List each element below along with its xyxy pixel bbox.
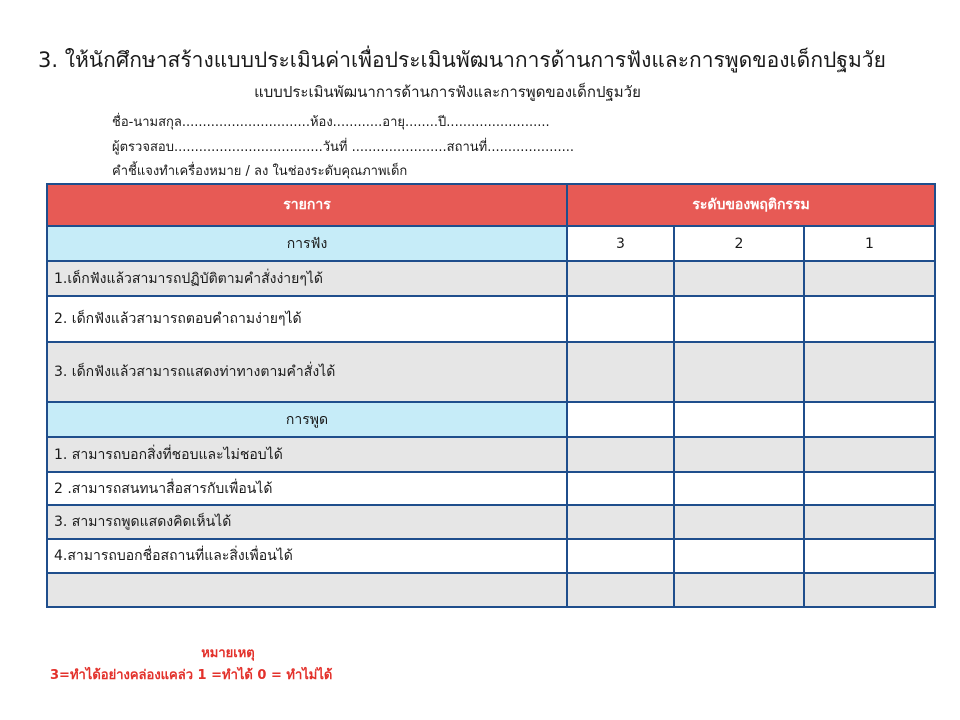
level-2-header: 2 bbox=[674, 226, 804, 261]
form-title: แบบประเมินพัฒนาการด้านการฟังและการพูดของเด็กปฐมวัย bbox=[254, 83, 641, 101]
rating-cell[interactable] bbox=[567, 261, 674, 296]
rating-cell[interactable] bbox=[567, 402, 674, 437]
rating-cell[interactable] bbox=[674, 261, 804, 296]
rating-cell[interactable] bbox=[804, 573, 935, 607]
rating-cell[interactable] bbox=[804, 472, 935, 505]
instruction-line: คำชี้แจงทำเครื่องหมาย / ลง ในช่องระดับคุณภาพเด็ก bbox=[112, 164, 408, 179]
rating-cell[interactable] bbox=[674, 472, 804, 505]
listening-section-row bbox=[47, 226, 935, 261]
table-row bbox=[47, 342, 935, 402]
table-header-row bbox=[47, 184, 935, 226]
empty-item-cell bbox=[47, 573, 567, 607]
table-row bbox=[47, 261, 935, 296]
rating-cell[interactable] bbox=[804, 261, 935, 296]
items-column-header: รายการ bbox=[47, 184, 567, 226]
rating-cell[interactable] bbox=[674, 402, 804, 437]
table-row bbox=[47, 539, 935, 573]
rating-cell[interactable] bbox=[804, 296, 935, 342]
rating-cell[interactable] bbox=[674, 437, 804, 472]
table-row bbox=[47, 573, 935, 607]
listening-item-3: 3. เด็กฟังแล้วสามารถแสดงท่าทางตามคำสั่งได้ bbox=[47, 342, 567, 402]
note-text: 3=ทำได้อย่างคล่องแคล่ว 1 =ทำได้ 0 = ทำไม่ได้ bbox=[50, 668, 333, 683]
level-1-header: 1 bbox=[804, 226, 935, 261]
listening-item-1: 1.เด็กฟังแล้วสามารถปฏิบัติตามคำสั่งง่ายๆได้ bbox=[47, 261, 567, 296]
rating-cell[interactable] bbox=[674, 505, 804, 539]
section-title-speaking: การพูด bbox=[47, 402, 567, 437]
rating-cell[interactable] bbox=[567, 573, 674, 607]
rating-cell[interactable] bbox=[804, 342, 935, 402]
table-row bbox=[47, 472, 935, 505]
rating-cell[interactable] bbox=[567, 472, 674, 505]
listening-item-2: 2. เด็กฟังแล้วสามารถตอบคำถามง่ายๆได้ bbox=[47, 296, 567, 342]
rating-cell[interactable] bbox=[674, 539, 804, 573]
rating-cell[interactable] bbox=[567, 505, 674, 539]
examiner-info-line: ผู้ตรวจสอบ....................................วันที่ .......................สถานที่..................... bbox=[112, 140, 574, 155]
rating-cell[interactable] bbox=[674, 342, 804, 402]
note-title: หมายเหตุ bbox=[201, 646, 255, 661]
student-info-line: ชื่อ-นามสกุล...............................ห้อง............อายุ........ปี......................... bbox=[112, 115, 550, 130]
section-title-listening: การฟัง bbox=[47, 226, 567, 261]
speaking-section-row bbox=[47, 402, 935, 437]
rating-cell[interactable] bbox=[804, 505, 935, 539]
speaking-item-1: 1. สามารถบอกสิ่งที่ชอบและไม่ชอบได้ bbox=[47, 437, 567, 472]
evaluation-table bbox=[46, 183, 936, 608]
rating-cell[interactable] bbox=[804, 539, 935, 573]
speaking-item-3: 3. สามารถพูดแสดงคิดเห็นได้ bbox=[47, 505, 567, 539]
rating-cell[interactable] bbox=[804, 437, 935, 472]
level-3-header: 3 bbox=[567, 226, 674, 261]
rating-cell[interactable] bbox=[674, 573, 804, 607]
rating-cell[interactable] bbox=[567, 296, 674, 342]
rating-cell[interactable] bbox=[567, 342, 674, 402]
rating-cell[interactable] bbox=[567, 539, 674, 573]
table-row bbox=[47, 296, 935, 342]
rating-cell[interactable] bbox=[804, 402, 935, 437]
speaking-item-4: 4.สามารถบอกชื่อสถานที่และสิ่งเพื่อนได้ bbox=[47, 539, 567, 573]
page-heading: 3. ให้นักศึกษาสร้างแบบประเมินค่าเพื่อประเมินพัฒนาการด้านการฟังและการพูดของเด็กปฐมวัย bbox=[38, 48, 886, 72]
speaking-item-2: 2 .สามารถสนทนาสื่อสารกับเพื่อนได้ bbox=[47, 472, 567, 505]
rating-cell[interactable] bbox=[674, 296, 804, 342]
rating-cell[interactable] bbox=[567, 437, 674, 472]
table-row bbox=[47, 505, 935, 539]
levels-column-header: ระดับของพฤติกรรม bbox=[567, 184, 935, 226]
table-row bbox=[47, 437, 935, 472]
